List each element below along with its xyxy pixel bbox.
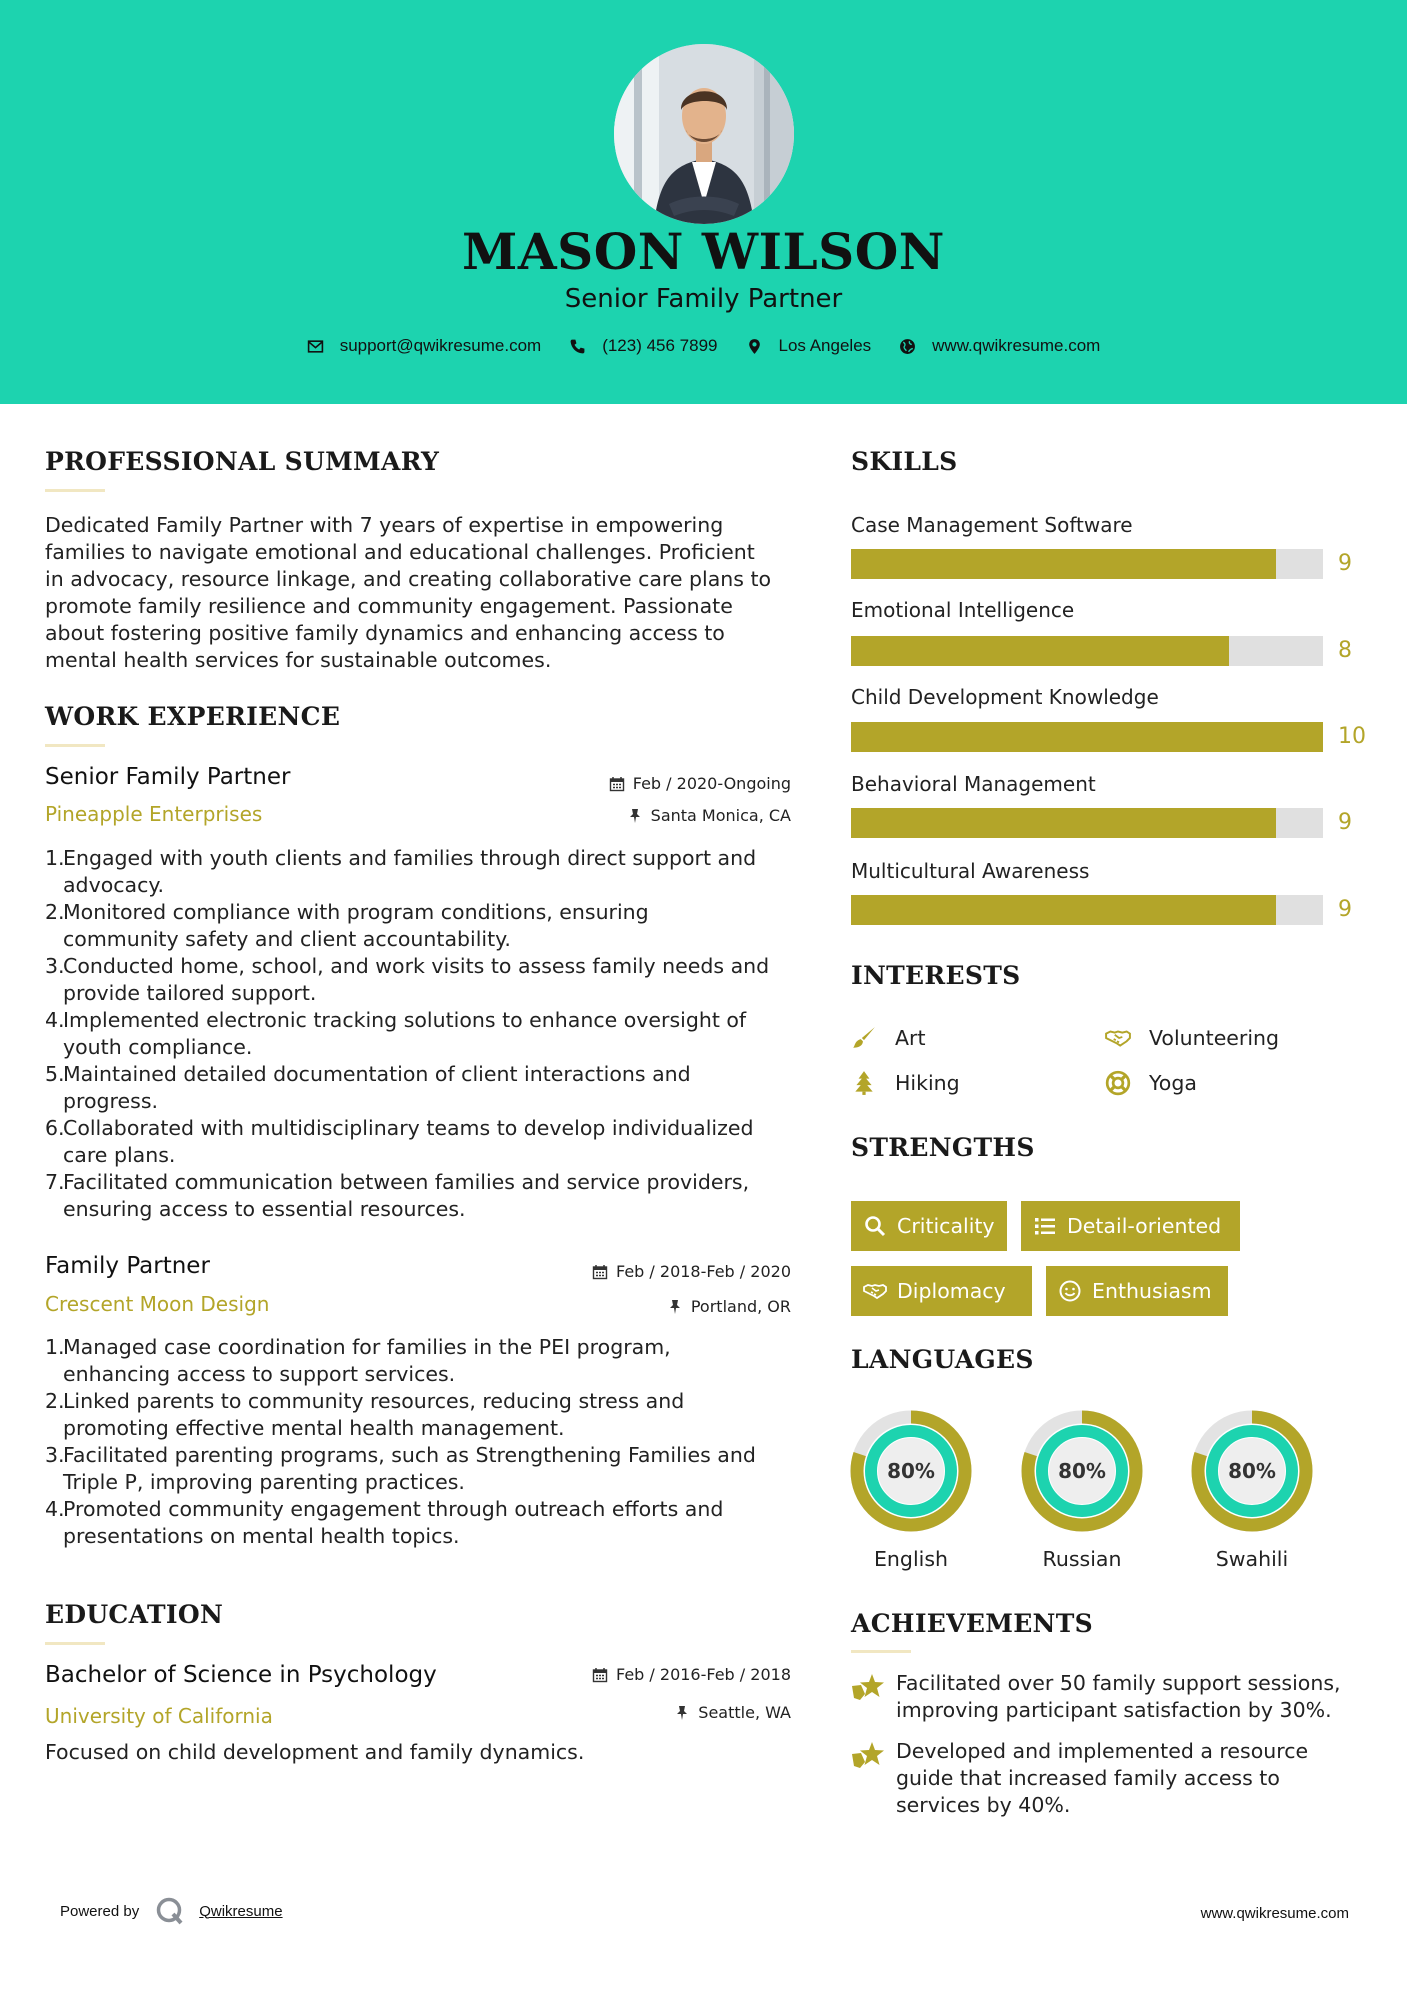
education-dates xyxy=(592,1665,791,1684)
skill-bar xyxy=(851,895,1323,925)
list-icon xyxy=(1033,1214,1057,1238)
contact-bar xyxy=(0,336,1407,356)
list-line: ensuring access to essential resources. xyxy=(63,1197,466,1221)
skill-name: Case Management Software xyxy=(851,513,1133,537)
achievement-line: Facilitated over 50 family support sessions, xyxy=(896,1671,1341,1695)
language-item xyxy=(1190,1409,1314,1571)
calendar-icon xyxy=(592,1667,608,1683)
interest-label: Hiking xyxy=(895,1071,960,1095)
list-line: Collaborated with multidisciplinary teams to develop individualized xyxy=(63,1116,754,1140)
pushpin-icon xyxy=(674,1705,690,1721)
strength-chip xyxy=(1046,1266,1228,1316)
school-name: University of California xyxy=(45,1704,273,1728)
calendar-icon xyxy=(592,1264,608,1280)
smile-icon xyxy=(1058,1279,1082,1303)
language-item xyxy=(1020,1409,1144,1571)
education-heading-rule xyxy=(45,1642,105,1645)
website-text: www.qwikresume.com xyxy=(932,336,1101,355)
skill-bar xyxy=(851,549,1323,579)
list-line: Facilitated communication between families and service providers, xyxy=(63,1170,750,1194)
education-note: Focused on child development and family dynamics. xyxy=(45,1740,585,1764)
list-line: advocacy. xyxy=(63,873,165,897)
skill-bar-fill xyxy=(851,722,1323,752)
list-line: Managed case coordination for families in the PEI program, xyxy=(63,1335,671,1359)
education-heading: EDUCATION xyxy=(45,1600,224,1629)
contact-location xyxy=(746,336,872,356)
skill-bar-fill xyxy=(851,549,1276,579)
strength-label: Detail-oriented xyxy=(1067,1214,1222,1238)
tree-icon xyxy=(851,1070,877,1096)
skill-name: Child Development Knowledge xyxy=(851,685,1159,709)
skill-bar xyxy=(851,808,1323,838)
contact-website[interactable] xyxy=(899,336,1100,356)
strength-label: Diplomacy xyxy=(897,1279,1006,1303)
achievements-heading-rule xyxy=(851,1650,911,1653)
skill-bar xyxy=(851,636,1323,666)
list-number: 1. xyxy=(45,1335,65,1359)
languages-heading: LANGUAGES xyxy=(851,1345,1034,1374)
strength-label: Enthusiasm xyxy=(1092,1279,1212,1303)
list-line: Promoted community engagement through outreach efforts and xyxy=(63,1497,724,1521)
skill-value: 8 xyxy=(1338,638,1352,663)
summary-heading: PROFESSIONAL SUMMARY xyxy=(45,447,440,476)
list-line: enhancing access to support services. xyxy=(63,1362,456,1386)
list-number: 3. xyxy=(45,1443,65,1467)
skill-value: 9 xyxy=(1338,897,1352,922)
list-line: Triple P, improving parenting practices. xyxy=(63,1470,465,1494)
pushpin-icon xyxy=(627,808,643,824)
job-dates xyxy=(609,774,791,793)
list-line: Engaged with youth clients and families through direct support and xyxy=(63,846,757,870)
language-ring xyxy=(1020,1409,1144,1533)
list-number: 5. xyxy=(45,1062,65,1086)
interest-item xyxy=(1105,1070,1197,1096)
handshake-icon xyxy=(863,1279,887,1303)
contact-email[interactable] xyxy=(307,336,542,356)
star-badge-icon xyxy=(851,1672,885,1702)
skill-value: 9 xyxy=(1338,551,1352,576)
list-item xyxy=(45,845,805,899)
list-line: Facilitated parenting programs, such as Strengthening Families and xyxy=(63,1443,756,1467)
skill-bar-fill xyxy=(851,636,1229,666)
list-item xyxy=(45,1388,805,1442)
interest-item xyxy=(1105,1025,1279,1051)
list-item xyxy=(45,1169,805,1223)
handshake-icon xyxy=(1105,1025,1131,1051)
paintbrush-icon xyxy=(851,1025,877,1051)
list-item xyxy=(45,1334,805,1388)
summary-line: families to navigate emotional and educational challenges. Proficient xyxy=(45,540,755,564)
language-ring xyxy=(849,1409,973,1533)
job-location xyxy=(627,806,791,825)
skill-name: Multicultural Awareness xyxy=(851,859,1090,883)
summary-heading-rule xyxy=(45,489,105,492)
interest-item xyxy=(851,1070,960,1096)
job-dates-text: Feb / 2018-Feb / 2020 xyxy=(616,1262,791,1281)
phone-icon xyxy=(569,338,586,355)
list-line: care plans. xyxy=(63,1143,176,1167)
job-dates xyxy=(592,1262,791,1281)
calendar-icon xyxy=(609,776,625,792)
interest-label: Volunteering xyxy=(1149,1026,1280,1050)
qwikresume-link[interactable]: Qwikresume xyxy=(199,1902,283,1920)
interest-label: Yoga xyxy=(1149,1071,1197,1095)
job-location-text: Portland, OR xyxy=(690,1297,791,1316)
achievements-heading: ACHIEVEMENTS xyxy=(851,1609,1093,1638)
interest-label: Art xyxy=(895,1026,926,1050)
degree-title: Bachelor of Science in Psychology xyxy=(45,1662,437,1688)
achievement-item xyxy=(851,1670,1351,1724)
job-bullets xyxy=(45,845,805,1223)
strengths-heading: STRENGTHS xyxy=(851,1133,1035,1162)
skills-heading: SKILLS xyxy=(851,447,958,476)
globe-icon xyxy=(899,338,916,355)
list-number: 6. xyxy=(45,1116,65,1140)
interests-heading: INTERESTS xyxy=(851,961,1021,990)
list-line: Monitored compliance with program conditions, ensuring xyxy=(63,900,649,924)
language-ring xyxy=(1190,1409,1314,1533)
list-item xyxy=(45,1007,805,1061)
list-item xyxy=(45,1115,805,1169)
list-number: 4. xyxy=(45,1008,65,1032)
map-pin-icon xyxy=(746,338,763,355)
list-number: 1. xyxy=(45,846,65,870)
list-number: 3. xyxy=(45,954,65,978)
list-line: Implemented electronic tracking solutions to enhance oversight of xyxy=(63,1008,747,1032)
lifering-icon xyxy=(1105,1070,1131,1096)
skill-value: 10 xyxy=(1338,724,1366,749)
summary-line: about fostering positive family dynamics and enhancing access to xyxy=(45,621,725,645)
contact-phone[interactable] xyxy=(569,336,717,356)
language-name: Russian xyxy=(1042,1547,1122,1571)
list-item xyxy=(45,1442,805,1496)
education-location-text: Seattle, WA xyxy=(698,1703,791,1722)
pushpin-icon xyxy=(667,1299,683,1315)
search-icon xyxy=(863,1214,887,1238)
candidate-title: Senior Family Partner xyxy=(564,284,843,314)
summary-text xyxy=(45,512,805,674)
list-line: Conducted home, school, and work visits to assess family needs and xyxy=(63,954,770,978)
strength-chip xyxy=(851,1201,1007,1251)
summary-line: in advocacy, resource linkage, and creating collaborative care plans to xyxy=(45,567,772,591)
job-title: Senior Family Partner xyxy=(45,764,291,790)
achievement-line: guide that increased family access to xyxy=(896,1766,1280,1790)
summary-line: mental health services for sustainable outcomes. xyxy=(45,648,552,672)
list-item xyxy=(45,1496,805,1550)
strength-label: Criticality xyxy=(897,1214,995,1238)
location-text: Los Angeles xyxy=(778,336,872,355)
strength-chip xyxy=(851,1266,1032,1316)
summary-line: promote family resilience and community engagement. Passionate xyxy=(45,594,733,618)
list-number: 2. xyxy=(45,900,65,924)
experience-heading: WORK EXPERIENCE xyxy=(45,702,341,731)
candidate-name: MASON WILSON xyxy=(462,222,945,281)
summary-line: Dedicated Family Partner with 7 years of expertise in empowering xyxy=(45,513,724,537)
achievement-item xyxy=(851,1738,1351,1819)
achievement-line: services by 40%. xyxy=(896,1793,1071,1817)
skill-name: Emotional Intelligence xyxy=(851,598,1075,622)
education-dates-text: Feb / 2016-Feb / 2018 xyxy=(616,1665,791,1684)
phone-text: (123) 456 7899 xyxy=(602,336,718,355)
achievement-line: Developed and implemented a resource xyxy=(896,1739,1309,1763)
achievement-line: improving participant satisfaction by 30%. xyxy=(896,1698,1332,1722)
skill-bar-fill xyxy=(851,895,1276,925)
experience-heading-rule xyxy=(45,744,105,747)
language-percent: 80% xyxy=(887,1459,935,1483)
list-number: 2. xyxy=(45,1389,65,1413)
list-line: progress. xyxy=(63,1089,159,1113)
list-line: Linked parents to community resources, reducing stress and xyxy=(63,1389,685,1413)
list-number: 7. xyxy=(45,1170,65,1194)
list-line: Maintained detailed documentation of client interactions and xyxy=(63,1062,691,1086)
job-location xyxy=(667,1297,791,1316)
list-line: provide tailored support. xyxy=(63,981,317,1005)
skill-value: 9 xyxy=(1338,810,1352,835)
resume-header xyxy=(0,0,1407,404)
strength-chip xyxy=(1021,1201,1240,1251)
skill-bar-fill xyxy=(851,808,1276,838)
list-line: youth compliance. xyxy=(63,1035,253,1059)
job-company: Crescent Moon Design xyxy=(45,1292,270,1316)
email-text: support@qwikresume.com xyxy=(339,336,542,355)
job-location-text: Santa Monica, CA xyxy=(650,806,791,825)
footer-powered-by xyxy=(60,1896,283,1926)
education-location xyxy=(674,1703,791,1722)
list-line: community safety and client accountability. xyxy=(63,927,511,951)
powered-by-text: Powered by xyxy=(60,1902,140,1920)
footer-url[interactable]: www.qwikresume.com xyxy=(1200,1905,1349,1922)
list-item xyxy=(45,1061,805,1115)
list-item xyxy=(45,953,805,1007)
language-name: English xyxy=(873,1547,949,1571)
job-dates-text: Feb / 2020-Ongoing xyxy=(632,774,791,793)
language-percent: 80% xyxy=(1058,1459,1106,1483)
list-line: promoting effective mental health management. xyxy=(63,1416,565,1440)
job-bullets xyxy=(45,1334,805,1550)
skill-name: Behavioral Management xyxy=(851,772,1096,796)
list-line: presentations on mental health topics. xyxy=(63,1524,460,1548)
job-company: Pineapple Enterprises xyxy=(45,802,263,826)
profile-photo xyxy=(614,44,794,224)
qwikresume-logo-icon xyxy=(155,1896,185,1926)
envelope-icon xyxy=(307,338,324,355)
language-percent: 80% xyxy=(1228,1459,1276,1483)
language-item xyxy=(849,1409,973,1571)
job-title: Family Partner xyxy=(45,1253,210,1279)
language-name: Swahili xyxy=(1215,1547,1289,1571)
star-badge-icon xyxy=(851,1740,885,1770)
list-item xyxy=(45,899,805,953)
list-number: 4. xyxy=(45,1497,65,1521)
interest-item xyxy=(851,1025,926,1051)
skill-bar xyxy=(851,722,1323,752)
